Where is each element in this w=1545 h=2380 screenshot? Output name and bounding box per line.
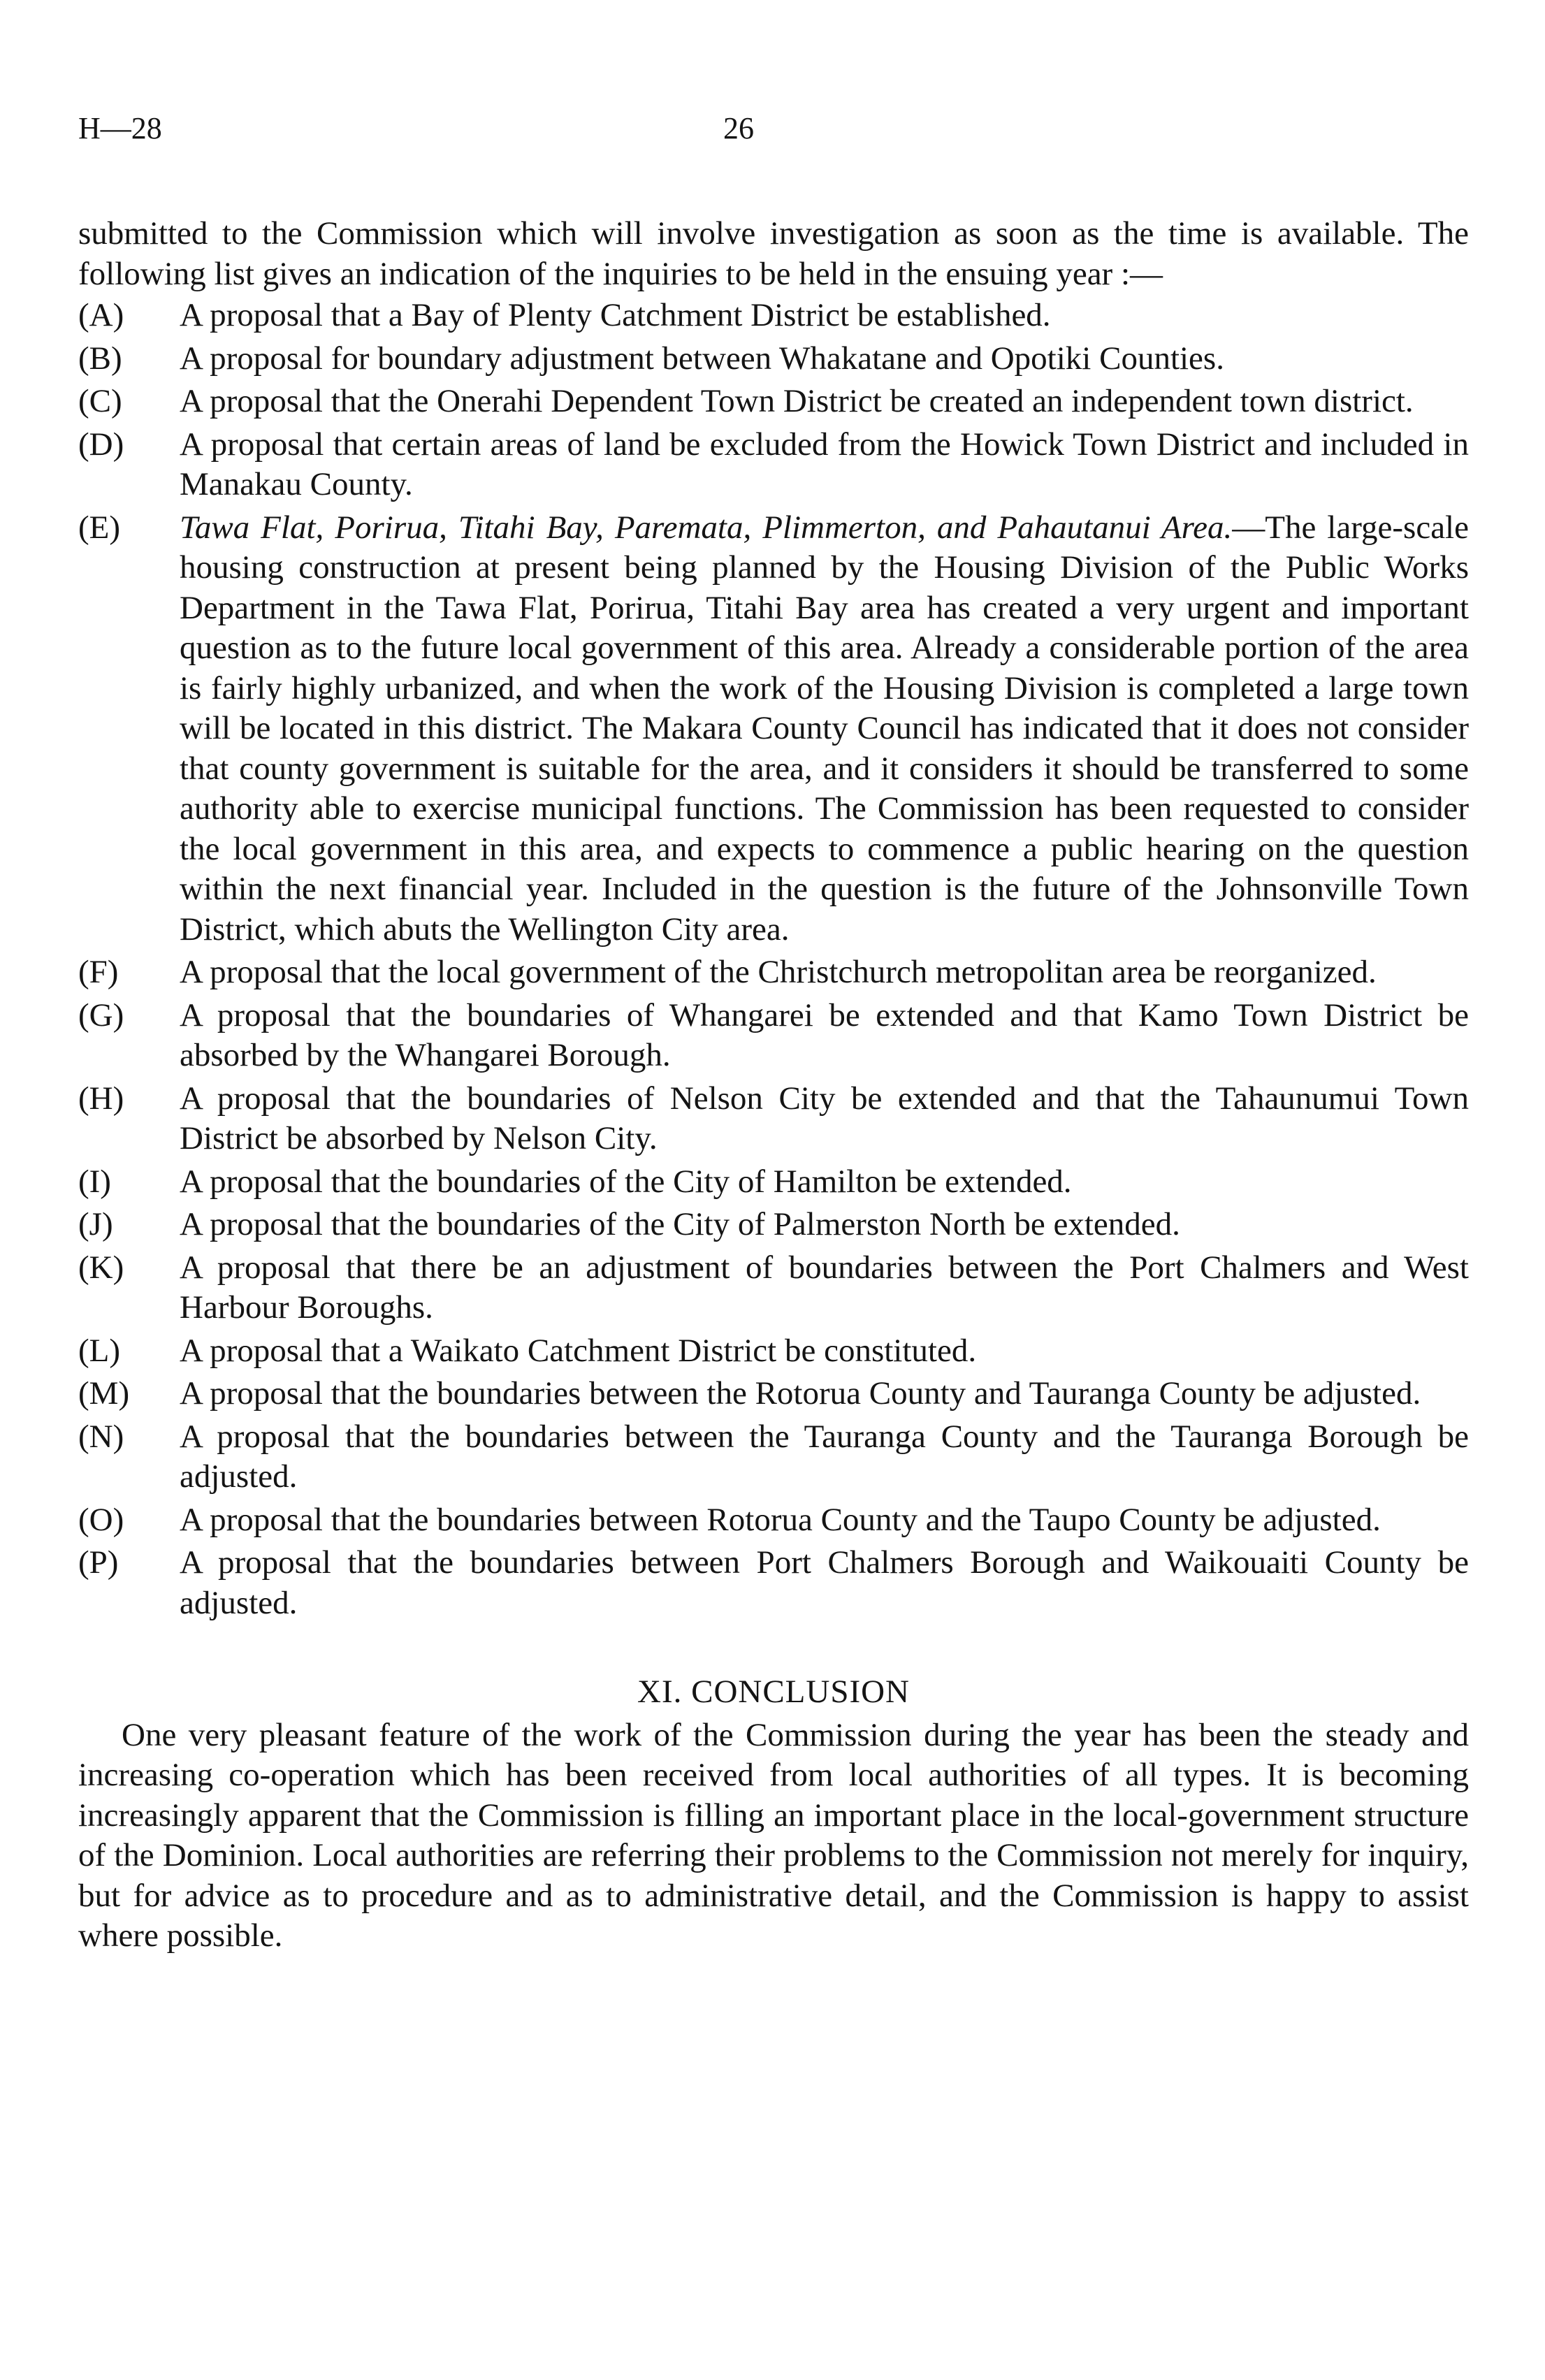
list-item-h (78, 1079, 1469, 1159)
list-item-label: (B) (78, 340, 122, 377)
list-item-label: (I) (78, 1163, 111, 1200)
list-item-i (78, 1162, 1469, 1203)
list-item-j (78, 1205, 1469, 1245)
list-item-label: (L) (78, 1332, 121, 1369)
list-item-p (78, 1543, 1469, 1623)
list-item-e (78, 508, 1469, 950)
list-item-f (78, 952, 1469, 993)
list-item-l (78, 1331, 1469, 1372)
list-item-c (78, 382, 1469, 422)
list-item-a (78, 296, 1469, 336)
list-item-text: A proposal that the boundaries between the Rotorua County and Tauranga County be adjusted. (180, 1375, 1421, 1412)
list-item-text: A proposal that a Bay of Plenty Catchment District be established. (180, 297, 1051, 333)
list-item-text: A proposal that certain areas of land be excluded from the Howick Town District and included in Manakau County. (180, 426, 1469, 502)
list-item-text: A proposal that there be an adjustment of boundaries between the Port Chalmers and West Harbour Boroughs. (180, 1249, 1469, 1326)
list-item-text: A proposal that the boundaries between Port Chalmers Borough and Waikouaiti County be adjusted. (180, 1544, 1469, 1621)
list-item-text: A proposal that a Waikato Catchment District be constituted. (180, 1332, 977, 1369)
intro-paragraph: submitted to the Commission which will involve investigation as soon as the time is available. The following list gives an indication of the inquiries to be held in the ensuing year :— (78, 215, 1469, 292)
list-item-m (78, 1374, 1469, 1414)
list-item-label: (K) (78, 1249, 124, 1286)
list-item-b (78, 339, 1469, 379)
list-item-title: Tawa Flat, Porirua, Titahi Bay, Paremata, Plimmerton, and Pahautanui Area. (180, 509, 1233, 546)
list-item-o (78, 1500, 1469, 1541)
page-number: 26 (723, 111, 754, 145)
conclusion-paragraph: One very pleasant feature of the work of the Commission during the year has been the steady and increasing co-operation which has been received from local authorities of all types. It is becoming increasingly apparent that the Commission is filling an important place in the local-government structure of the Dominion. Local authorities are referring their problems to the Commission not merely for inquiry, but for advice as to procedure and as to administrative detail, and the Commission is happy to assist where possible. (78, 1716, 1469, 1954)
list-item-label: (A) (78, 297, 124, 333)
inquiry-list (78, 296, 1469, 1623)
list-item-label: (M) (78, 1375, 130, 1412)
list-item-n (78, 1417, 1469, 1497)
list-item-label: (G) (78, 996, 124, 1033)
list-item-g (78, 996, 1469, 1076)
list-item-k (78, 1248, 1469, 1328)
list-item-text: A proposal for boundary adjustment between Whakatane and Opotiki Counties. (180, 340, 1224, 377)
list-item-label: (D) (78, 426, 124, 463)
section-heading: XI. CONCLUSION (637, 1674, 910, 1710)
list-item-text: A proposal that the boundaries of Nelson City be extended and that the Tahaunumui Town District be absorbed by Nelson City. (180, 1080, 1469, 1156)
list-item-label: (H) (78, 1080, 124, 1117)
page-header (0, 110, 1545, 152)
document-reference: H—28 (78, 111, 162, 145)
list-item-label: (P) (78, 1544, 119, 1581)
list-item-label: (O) (78, 1501, 124, 1538)
list-item-label: (E) (78, 509, 121, 546)
list-item-text: A proposal that the boundaries between the Tauranga County and the Tauranga Borough be adjusted. (180, 1418, 1469, 1495)
list-item-text: A proposal that the boundaries of Whangarei be extended and that Kamo Town District be absorbed by the Whangarei Borough. (180, 996, 1469, 1073)
list-item-text: A proposal that the Onerahi Dependent Town District be created an independent town district. (180, 383, 1414, 419)
list-item-text: A proposal that the boundaries of the City of Hamilton be extended. (180, 1163, 1072, 1200)
list-item-d (78, 425, 1469, 505)
list-item-label: (N) (78, 1418, 124, 1455)
list-item-text: A proposal that the boundaries of the City of Palmerston North be extended. (180, 1206, 1180, 1242)
list-item-text: A proposal that the boundaries between Rotorua County and the Taupo County be adjusted. (180, 1501, 1381, 1538)
list-item-label: (C) (78, 383, 122, 419)
list-item-text-container (180, 508, 1469, 950)
list-item-text: A proposal that the local government of the Christchurch metropolitan area be reorganized. (180, 954, 1377, 990)
list-item-label: (J) (78, 1206, 113, 1242)
list-item-text: —The large-scale housing construction at present being planned by the Housing Division of the Public Works Department in the Tawa Flat, Porirua, Titahi Bay area has created a very urgent and important question as to the future local government of this area. Already a considerable portion of the area is fairly highly urbanized, and when the work of the Housing Division is completed a large town will be located in this district. The Makara County Council has indicated that it does not consider that county government is suitable for the area, and it considers it should be transferred to some authority able to exercise municipal functions. The Commission has been requested to consider the local government in this area, and expects to commence a public hearing on the question within the next financial year. Included in the question is the future of the Johnsonville Town District, which abuts the Wellington City area. (180, 509, 1469, 948)
page-body (78, 214, 1469, 1957)
list-item-label: (F) (78, 954, 119, 990)
